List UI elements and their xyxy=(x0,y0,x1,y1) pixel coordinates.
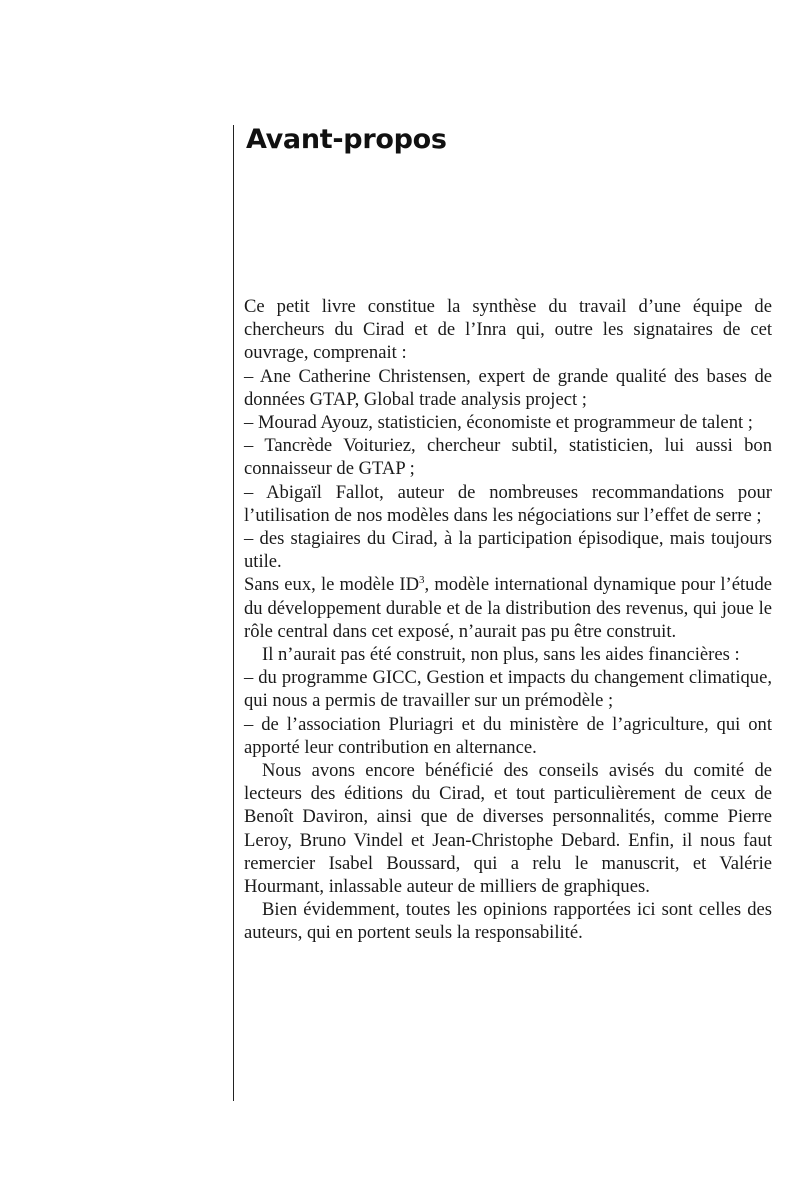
id3-text-before: Sans eux, le modèle ID xyxy=(244,574,420,596)
list-item: – Ane Catherine Christensen, expert de grande qualité des bases de données GTAP, Global trade analysis project ; xyxy=(244,365,772,410)
list-item: – de l’association Pluriagri et du ministère de l’agriculture, qui ont apporté leur contribution en alternance. xyxy=(244,713,772,758)
list-item: – des stagiaires du Cirad, à la participation épisodique, mais toujours utile. xyxy=(244,528,772,573)
disclaimer-paragraph: Bien évidemment, toutes les opinions rapportées ici sont celles des auteurs, qui en portent seuls la responsabilité. xyxy=(244,899,772,944)
page-title: Avant-propos xyxy=(246,124,447,155)
list-item: – Mourad Ayouz, statisticien, économiste et programmeur de talent ; xyxy=(244,412,753,434)
funding-paragraph: Il n’aurait pas été construit, non plus, sans les aides financières : xyxy=(262,644,740,666)
id3-superscript: 3 xyxy=(419,574,425,587)
intro-paragraph: Ce petit livre constitue la synthèse du travail d’une équipe de chercheurs du Cirad et de l’Inra qui, outre les signataires de cet ouvrage, comprenait : xyxy=(244,296,772,364)
id3-paragraph xyxy=(244,573,772,643)
acknowledgements-paragraph: Nous avons encore bénéficié des conseils avisés du comité de lecteurs des éditions du Cirad, et tout particulièrement de ceux de Benoît Daviron, ainsi que de diverses personnalités, comme Pierre Leroy, Bruno Vindel et Jean-Christophe Debard. Enfin, il nous faut remercier Isabel Boussard, qui a relu le manuscrit, et Valérie Hourmant, inlassable auteur de milliers de graphiques. xyxy=(244,760,772,898)
list-item: – du programme GICC, Gestion et impacts du changement climatique, qui nous a permis de travailler sur un prémodèle ; xyxy=(244,667,772,712)
list-item: – Abigaïl Fallot, auteur de nombreuses recommandations pour l’utilisation de nos modèles dans les négociations sur l’effet de serre ; xyxy=(244,481,772,526)
body-text xyxy=(244,295,772,945)
id3-text-after: , modèle international dynamique pour l’étude du développement durable et de la distribution des revenus, qui joue le rôle central dans cet exposé, n’aurait pas pu être construit. xyxy=(244,574,772,642)
vertical-margin-rule xyxy=(233,125,234,1101)
list-item: – Tancrède Voituriez, chercheur subtil, statisticien, lui aussi bon connaisseur de GTAP ; xyxy=(244,435,772,480)
